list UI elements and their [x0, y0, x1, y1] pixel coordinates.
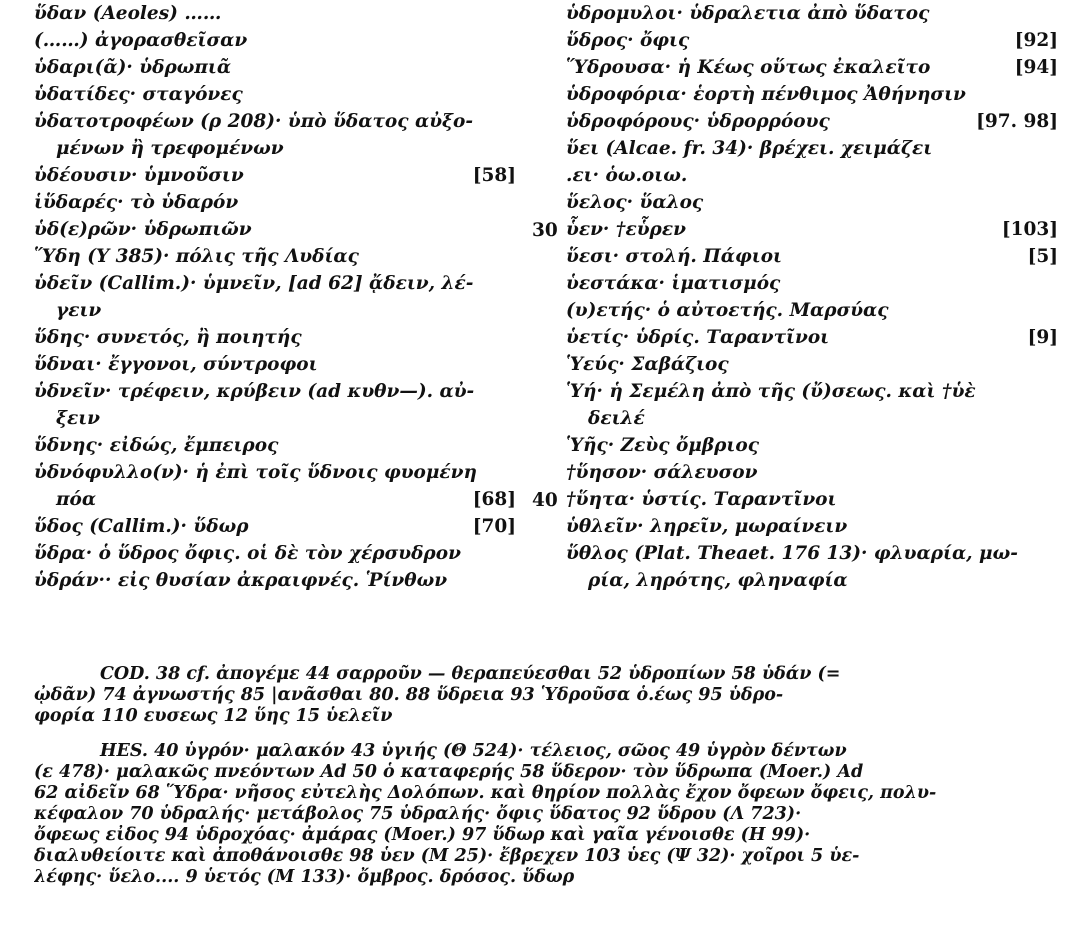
margin-line-number: 40	[532, 490, 558, 511]
entry-text: Ὕδρουσα· ἡ Κέως οὕτως ἐκαλεῖτο	[566, 57, 931, 78]
left-column	[34, 0, 516, 594]
hes-apparatus	[34, 741, 1058, 888]
lexicon-entry	[566, 162, 1058, 189]
lexicon-entry	[34, 351, 516, 378]
lexicon-entry	[566, 270, 1058, 297]
lexicon-entry	[566, 297, 1058, 324]
lexicon-entry	[566, 27, 1058, 54]
lexicon-entry	[566, 81, 1058, 108]
entry-text: ἱὕδαρές· τὸ ὑδαρόν	[34, 192, 239, 213]
apparatus-line: διαλυθείοιτε καὶ ἀποθάνοισθε 98 ὗεν (Μ 25)· ἔβρεχεν 103 ὗες (Ψ 32)· χοῖροι 5 ὑε-	[34, 846, 860, 866]
lexicon-entry	[34, 378, 516, 405]
entry-text: ὑδατοτροφέων (ρ 208)· ὑπὸ ὕδατος αὐξο-	[34, 111, 474, 132]
entry-text: ὑδνόφυλλο(ν)· ἡ ἐπὶ τοῖς ὕδνοις φυομένη	[34, 462, 477, 483]
cod-apparatus	[34, 664, 1058, 727]
lexicon-entry	[34, 459, 516, 486]
lexicon-entry	[34, 27, 516, 54]
apparatus-line: ὄφεως εἶδος 94 ὑδροχόας· ἀμάρας (Moer.) 97 ὕδωρ καὶ γαῖα γένοισθε (Η 99)·	[34, 825, 811, 845]
entry-reference-number: [103]	[1001, 219, 1058, 240]
lexicon-entry	[34, 108, 516, 135]
lexicon-entry	[566, 459, 1058, 486]
entry-text: ὕδαν (Aeoles) ……	[34, 3, 222, 24]
apparatus-line: HES. 40 ὑγρόν· μαλακόν 43 ὑγιής (Θ 524)· τέλειος, σῶος 49 ὑγρὸν δέντων	[100, 741, 847, 761]
margin-line-number: 30	[532, 220, 558, 241]
entry-reference-number: [70]	[472, 516, 516, 537]
entry-text: ὑδροφόρους· ὑδρορρόους	[566, 111, 830, 132]
entry-text: ὑδροφόρια· ἑορτὴ πένθιμος Ἀθήνησιν	[566, 84, 966, 105]
entry-text: Ὑεύς· Σαβάζιος	[566, 354, 729, 375]
entry-text: ὕδρα· ὁ ὕδρος ὄφις. οἱ δὲ τὸν χέρσυδρον	[34, 543, 461, 564]
lexicon-entry	[34, 162, 516, 189]
entry-text: ὑδαρι(ᾶ)· ὑδρωπιᾶ	[34, 57, 232, 78]
lexicon-entry	[34, 540, 516, 567]
lexicon-entry	[566, 486, 1058, 513]
entry-text: ὕει (Alcae. fr. 34)· βρέχει. χειμάζει	[566, 138, 933, 159]
entry-text: (υ)ετής· ὁ αὐτοετής. Μαρσύας	[566, 300, 889, 321]
lexicon-entry	[566, 351, 1058, 378]
entry-text: ὑδατίδες· σταγόνες	[34, 84, 243, 105]
lexicon-entry	[566, 108, 1058, 135]
entry-reference-number: [5]	[1027, 246, 1058, 267]
lexicon-entry	[566, 540, 1058, 567]
entry-text: †ὕητα· ὑστίς. Ταραντῖνοι	[566, 489, 837, 510]
entry-text: ὕελος· ὕαλος	[566, 192, 704, 213]
entry-text: δειλέ	[588, 408, 645, 429]
lexicon-entry	[34, 81, 516, 108]
lexicon-entry	[34, 513, 516, 540]
entry-text: ὑδέουσιν· ὑμνοῦσιν	[34, 165, 244, 186]
entry-text: .ει· ὁω.οιω.	[566, 165, 688, 186]
lexicon-entry	[566, 189, 1058, 216]
entry-reference-number: [58]	[472, 165, 516, 186]
lexicon-entry	[566, 135, 1058, 162]
entry-text: πόα	[56, 489, 97, 510]
entry-text: ὕδνης· εἰδώς, ἔμπειρος	[34, 435, 279, 456]
entry-text: Ὕδη (Υ 385)· πόλις τῆς Λυδίας	[34, 246, 359, 267]
entry-text: †ὕησον· σάλευσον	[566, 462, 758, 483]
entry-text: (……) ἀγορασθεῖσαν	[34, 30, 248, 51]
lexicon-entry	[34, 405, 516, 432]
lexicon-entry	[566, 513, 1058, 540]
entry-text: ὕθλος (Plat. Theaet. 176 13)· φλυαρία, μω-	[566, 543, 1018, 564]
apparatus-line: λέφης· ὕελο.... 9 ὑετός (Μ 133)· ὄμβρος. δρόσος. ὕδωρ	[34, 867, 575, 887]
lexicon-entry	[34, 432, 516, 459]
entry-text: ὕδος (Callim.)· ὕδωρ	[34, 516, 249, 537]
lexicon-entry	[566, 54, 1058, 81]
apparatus-line: (ε 478)· μαλακῶς πνεόντων Ad 50 ὁ καταφερής 58 ὕδερον· τὸν ὕδρωπα (Moer.) Ad	[34, 762, 864, 782]
lexicon-entry	[34, 135, 516, 162]
entry-text: ρία, ληρότης, φληναφία	[588, 570, 848, 591]
critical-apparatus	[34, 664, 1058, 902]
entry-text: ὕδης· συνετός, ἢ ποιητής	[34, 327, 302, 348]
apparatus-line: COD. 38 cf. ἀπογέμε 44 σαρροῦν — θεραπεύεσθαι 52 ὑδροπίων 58 ὑδάν (=	[100, 664, 841, 684]
entry-reference-number: [9]	[1027, 327, 1058, 348]
lexicon-entry	[34, 297, 516, 324]
entry-text: ὑεστάκα· ἱματισμός	[566, 273, 781, 294]
entry-text: ὑδράν·· εἰς θυσίαν ἀκραιφνές. Ῥίνθων	[34, 570, 448, 591]
right-column	[566, 0, 1058, 594]
lexicon-entry	[566, 0, 1058, 27]
entry-reference-number: [94]	[1014, 57, 1058, 78]
entry-text: ὑθλεῖν· ληρεῖν, μωραίνειν	[566, 516, 848, 537]
lexicon-entry	[566, 378, 1058, 405]
entry-text: ὑδνεῖν· τρέφειν, κρύβειν (ad κυθν—). αὐ-	[34, 381, 475, 402]
entry-text: Ὑή· ἡ Σεμέλη ἀπὸ τῆς (ὔ)σεως. καὶ †ὑὲ	[566, 381, 976, 402]
lexicon-entry	[566, 567, 1058, 594]
entry-text: ὕδρος· ὄφις	[566, 30, 690, 51]
entry-text: Ὑῆς· Ζεὺς ὄμβριος	[566, 435, 759, 456]
lexicon-entry	[34, 0, 516, 27]
lexicon-entry	[34, 270, 516, 297]
entry-reference-number: [97. 98]	[976, 111, 1058, 132]
entry-text: ὑδεῖν (Callim.)· ὑμνεῖν, [ad 62] ᾄδειν, λέ-	[34, 273, 474, 294]
entry-text: ὑδ(ε)ρῶν· ὑδρωπιῶν	[34, 219, 252, 240]
lexicon-entry	[34, 189, 516, 216]
lexicon-entry	[566, 216, 1058, 243]
lexicon-entry	[566, 432, 1058, 459]
entry-text: ξειν	[56, 408, 100, 429]
apparatus-line: κέφαλον 70 ὑδραλής· μετάβολος 75 ὑδραλής· ὄφις ὕδατος 92 ὕδρου (Λ 723)·	[34, 804, 802, 824]
apparatus-line: 62 αἰδεῖν 68 Ὕδρα· νῆσος εὐτελὴς Δολόπων. καὶ θηρίον πολλὰς ἔχον ὄφεων ὄφεις, πολυ-	[34, 783, 937, 803]
entry-reference-number: [68]	[472, 489, 516, 510]
entry-text: ὑετίς· ὑδρίς. Ταραντῖνοι	[566, 327, 830, 348]
lexicon-entry	[34, 243, 516, 270]
lexicon-entry	[34, 216, 516, 243]
lexicon-entry	[566, 405, 1058, 432]
lexicon-entry	[566, 324, 1058, 351]
lexicon-entry	[34, 54, 516, 81]
apparatus-line: φορία 110 ευσεως 12 ὕης 15 ὑελεῖν	[34, 706, 393, 726]
entry-text: ὗεν· †εὗρεν	[566, 219, 686, 240]
apparatus-line: ᾠδᾶν) 74 ἀγνωστής 85 |ανᾶσθαι 80. 88 ὕδρεια 93 Ὑδροῦσα ὁ.έως 95 ὑδρο-	[34, 685, 784, 705]
entry-text: ὕεσι· στολή. Πάφιοι	[566, 246, 782, 267]
entry-text: μένων ἢ τρεφομένων	[56, 138, 284, 159]
entry-text: γειν	[56, 300, 102, 321]
entry-text: ὑδρομυλοι· ὑδραλετια ἀπὸ ὕδατος	[566, 3, 930, 24]
lexicon-entry	[566, 243, 1058, 270]
entry-text: ὕδναι· ἔγγονοι, σύντροφοι	[34, 354, 318, 375]
lexicon-entry	[34, 486, 516, 513]
entry-reference-number: [92]	[1014, 30, 1058, 51]
lexicon-entry	[34, 324, 516, 351]
lexicon-entry	[34, 567, 516, 594]
